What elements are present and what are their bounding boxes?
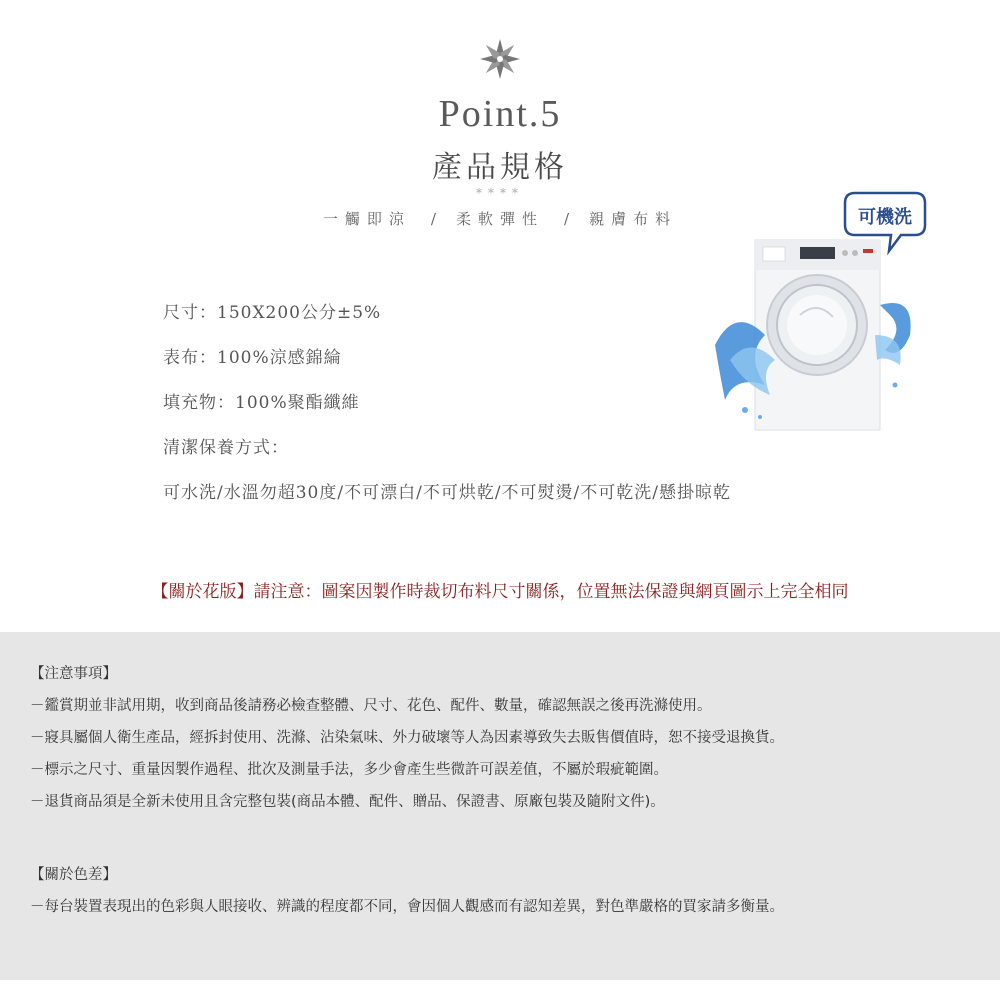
notes-item: －標示之尺寸、重量因製作過程、批次及測量手法，多少會產生些微許可誤差值，不屬於瑕疵範圍。 [30, 762, 668, 778]
spec-care-detail: 可水洗/水溫勿超30度/不可漂白/不可烘乾/不可熨燙/不可乾洗/懸掛晾乾 [163, 483, 731, 503]
color-item: －每台裝置表現出的色彩與人眼接收、辨識的程度都不同，會因個人觀感而有認知差異，對色準嚴格的買家請多衡量。 [30, 899, 784, 915]
notes-content [30, 663, 784, 928]
notes-heading: 【注意事項】 [30, 666, 117, 682]
section-title: 產品規格 [432, 150, 568, 185]
notes-item: －鑑賞期並非試用期，收到商品後請務必檢查整體、尺寸、花色、配件、數量，確認無誤之後再洗滌使用。 [30, 698, 712, 714]
washable-badge-text: 可機洗 [858, 207, 912, 228]
washing-machine-image [705, 185, 930, 435]
spec-filling: 填充物：100%聚酯纖維 [163, 393, 360, 413]
tagline-item: 親膚布料 [589, 210, 678, 228]
tagline-separator: / [430, 210, 436, 228]
star-ornament-icon [479, 38, 521, 80]
tagline-separator: / [564, 210, 570, 228]
decorative-dots: **** [476, 186, 524, 200]
notes-item: －寢具屬個人衛生產品，經拆封使用、洗滌、沾染氣味、外力破壞等人為因素導致失去販售價值時，恕不接受退換貨。 [30, 730, 784, 746]
tagline-item: 柔軟彈性 [455, 210, 544, 228]
spec-fabric: 表布：100%涼感錦綸 [163, 348, 342, 368]
color-heading: 【關於色差】 [30, 867, 117, 883]
notes-item: －退貨商品須是全新未使用且含完整包裝(商品本體、配件、贈品、保證書、原廠包裝及隨附文件)。 [30, 794, 665, 810]
spec-care-title: 清潔保養方式： [163, 438, 289, 458]
tagline-item: 一觸即涼 [322, 210, 411, 228]
pattern-notice: 【關於花版】請注意：圖案因製作時裁切布料尺寸關係，位置無法保證與網頁圖示上完全相同 [151, 582, 849, 602]
point-number: Point.5 [438, 93, 562, 135]
spec-size: 尺寸：150X200公分±5% [163, 303, 382, 323]
spec-list [163, 298, 731, 523]
